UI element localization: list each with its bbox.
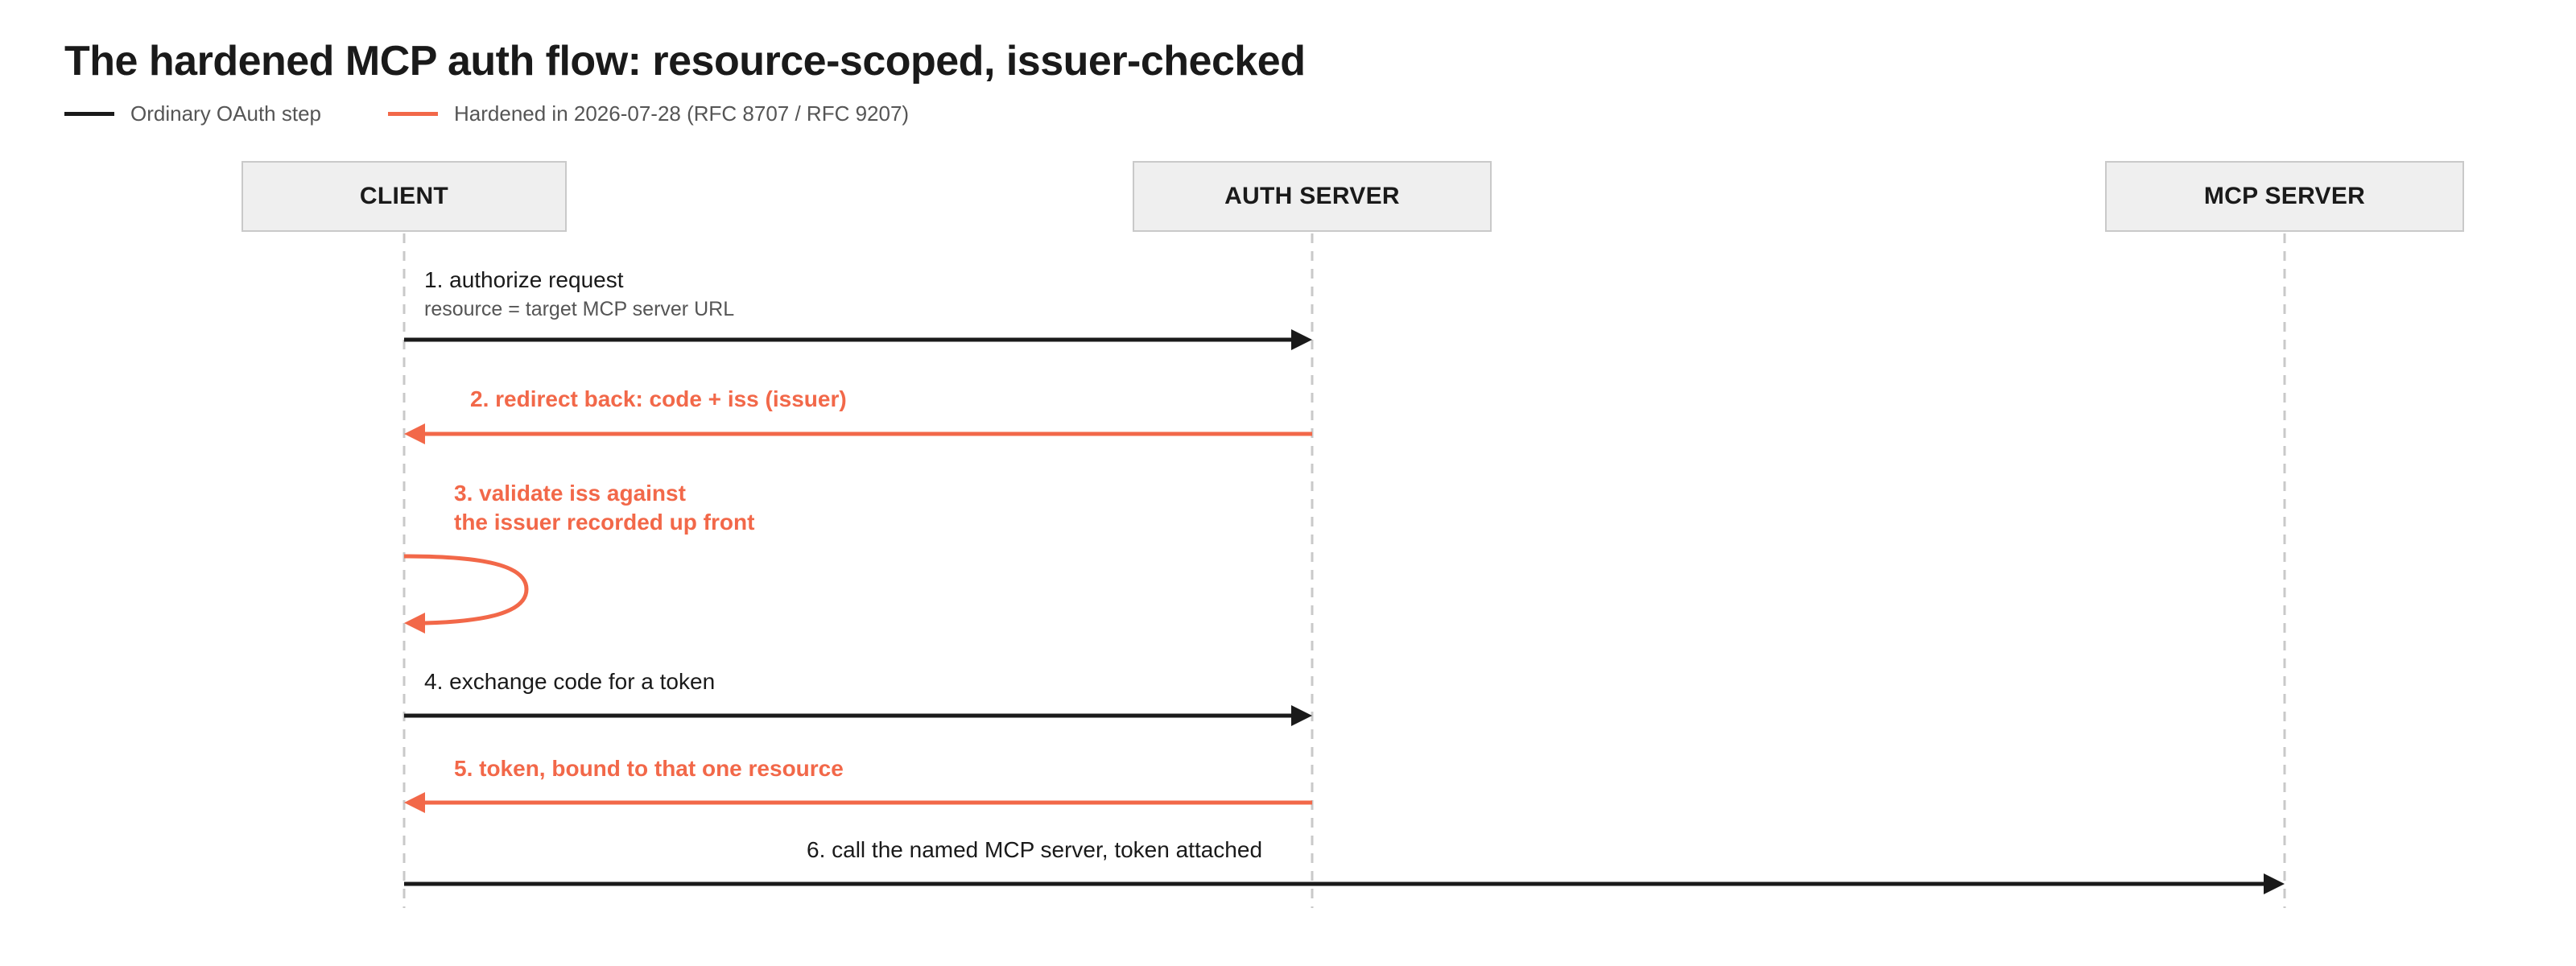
message-4-label: 4. exchange code for a token: [424, 669, 716, 694]
message-2-label: 2. redirect back: code + iss (issuer): [470, 386, 847, 411]
message-6-arrowhead: [2264, 873, 2285, 894]
legend-label-ordinary: Ordinary OAuth step: [130, 101, 321, 126]
message-2-arrowhead: [404, 423, 425, 444]
message-3-label-group: [454, 479, 754, 537]
message-3-self-loop: [404, 556, 526, 623]
message-6-label-group: [807, 836, 1262, 865]
message-5-label-group: [454, 754, 844, 783]
message-1-arrowhead: [1291, 329, 1312, 350]
participant-auth-server: AUTH SERVER: [1133, 161, 1492, 232]
participant-client: CLIENT: [242, 161, 567, 232]
message-3-label-line-1: 3. validate iss against: [454, 481, 686, 506]
message-4-label-group: [424, 667, 715, 696]
message-5-label: 5. token, bound to that one resource: [454, 756, 844, 781]
message-1-label-group: [424, 266, 734, 324]
legend-label-hardened: Hardened in 2026-07-28 (RFC 8707 / RFC 9207): [454, 101, 910, 126]
message-2-label-group: [470, 385, 847, 414]
message-3-label-line-2: the issuer recorded up front: [454, 510, 755, 535]
diagram-title: The hardened MCP auth flow: resource-scoped, issuer-checked: [64, 38, 1306, 85]
message-6-label: 6. call the named MCP server, token attached: [807, 837, 1263, 862]
message-1-sublabel: resource = target MCP server URL: [424, 298, 735, 320]
message-4-arrowhead: [1291, 705, 1312, 726]
message-3-arrowhead: [404, 613, 425, 634]
message-5-arrowhead: [404, 792, 425, 813]
participant-mcp-server: MCP SERVER: [2105, 161, 2464, 232]
message-1-label: 1. authorize request: [424, 267, 624, 292]
